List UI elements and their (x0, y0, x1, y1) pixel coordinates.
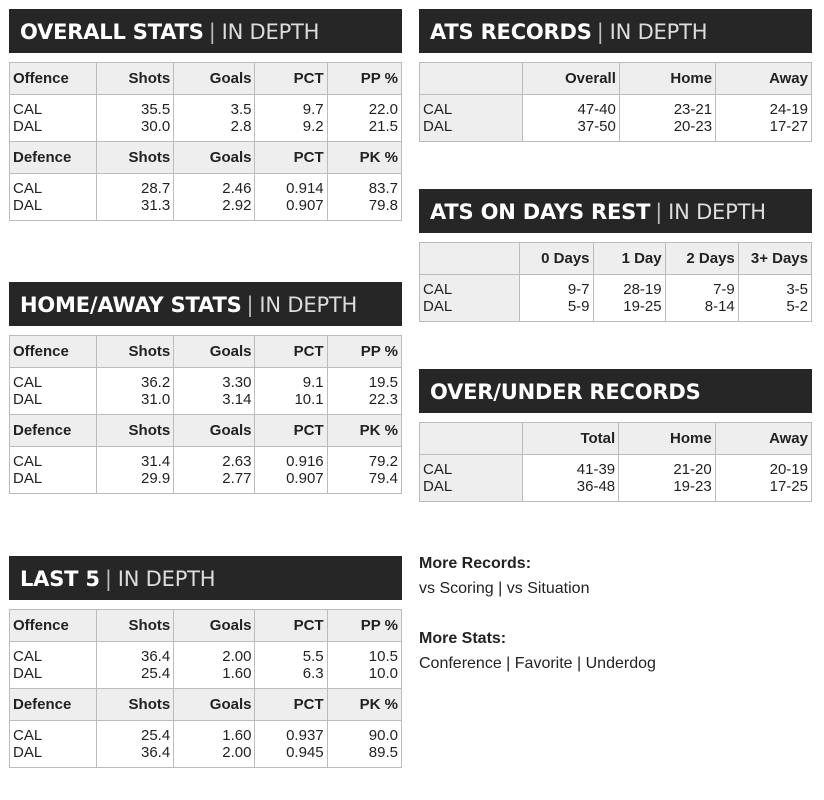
more-records-links (419, 580, 589, 598)
stat-cell: 36.2 (97, 368, 174, 392)
record-cell: 19-23 (619, 478, 716, 502)
column-header: Home (619, 423, 716, 455)
column-header: PP % (327, 336, 401, 368)
panel-subtitle: IN DEPTH (609, 20, 708, 44)
table-row (10, 368, 402, 392)
stat-cell: 2.00 (174, 744, 255, 768)
header-row (420, 63, 812, 95)
more-stats-links (419, 655, 656, 673)
column-header: Total (523, 423, 619, 455)
stat-cell: 25.4 (97, 721, 174, 745)
stat-cell: 9.7 (255, 95, 327, 119)
team-label: CAL (420, 455, 523, 479)
link-conference[interactable]: Conference (419, 655, 502, 672)
column-header: Goals (174, 63, 255, 95)
more-stats (419, 630, 656, 673)
column-header: PCT (255, 415, 327, 447)
table-row (10, 197, 402, 221)
stat-cell: 79.2 (327, 447, 401, 471)
stat-cell: 3.5 (174, 95, 255, 119)
stat-cell: 10.0 (327, 665, 401, 689)
ats-records-header: ATS RECORDS | IN DEPTH (419, 9, 812, 53)
stat-cell: 19.5 (327, 368, 401, 392)
link-separator: | (501, 655, 515, 672)
team-label: DAL (420, 298, 520, 322)
table-row (10, 174, 402, 198)
table-row (10, 744, 402, 768)
link-separator: | (572, 655, 586, 672)
table-row (420, 275, 812, 299)
column-header: Goals (174, 610, 255, 642)
stat-cell: 36.4 (97, 642, 174, 666)
record-cell: 20-23 (619, 118, 715, 142)
column-header: Shots (97, 610, 174, 642)
stat-cell: 0.945 (255, 744, 327, 768)
table-row (10, 447, 402, 471)
column-header: PK % (327, 415, 401, 447)
stat-cell: 0.907 (255, 470, 327, 494)
stat-cell: 21.5 (327, 118, 401, 142)
table-row (10, 391, 402, 415)
link-vs-scoring[interactable]: vs Scoring (419, 580, 494, 597)
stat-cell: 31.3 (97, 197, 174, 221)
column-header: Home (619, 63, 715, 95)
stat-cell: 90.0 (327, 721, 401, 745)
stat-cell: 89.5 (327, 744, 401, 768)
panel-subtitle: IN DEPTH (117, 567, 216, 591)
stat-cell: 1.60 (174, 665, 255, 689)
record-cell: 21-20 (619, 455, 716, 479)
table-row (420, 118, 812, 142)
column-header: 0 Days (520, 243, 593, 275)
stat-cell: 2.46 (174, 174, 255, 198)
overall-stats-header: OVERALL STATS | IN DEPTH (9, 9, 402, 53)
table-row (10, 642, 402, 666)
table-row (420, 95, 812, 119)
column-header: Goals (174, 336, 255, 368)
panel-title: OVER/UNDER RECORDS (430, 380, 701, 404)
column-header: 2 Days (665, 243, 738, 275)
stat-cell: 10.1 (255, 391, 327, 415)
panel-title: LAST 5 (20, 567, 100, 591)
team-label: CAL (10, 642, 97, 666)
stat-cell: 83.7 (327, 174, 401, 198)
column-header: 3+ Days (738, 243, 811, 275)
column-header: PP % (327, 610, 401, 642)
column-header: Goals (174, 689, 255, 721)
table-row (420, 478, 812, 502)
home-away-stats-header: HOME/AWAY STATS | IN DEPTH (9, 282, 402, 326)
column-header: PK % (327, 689, 401, 721)
record-cell: 37-50 (522, 118, 619, 142)
record-cell: 9-7 (520, 275, 593, 299)
column-header (420, 423, 523, 455)
record-cell: 23-21 (619, 95, 715, 119)
more-stats-title: More Stats: (419, 630, 507, 647)
stat-cell: 0.907 (255, 197, 327, 221)
over-under-panel (419, 369, 812, 502)
ats-records-table (419, 62, 812, 142)
record-cell: 3-5 (738, 275, 811, 299)
team-label: DAL (10, 391, 97, 415)
team-label: CAL (420, 95, 523, 119)
team-label: DAL (10, 118, 97, 142)
stat-cell: 25.4 (97, 665, 174, 689)
column-header: Shots (97, 63, 174, 95)
defence-header-row (10, 415, 402, 447)
table-row (10, 665, 402, 689)
column-header: Shots (97, 142, 174, 174)
over-under-header (419, 369, 812, 413)
panel-title: HOME/AWAY STATS (20, 293, 242, 317)
column-header: PK % (327, 142, 401, 174)
stat-cell: 22.3 (327, 391, 401, 415)
team-label: CAL (420, 275, 520, 299)
team-label: CAL (10, 447, 97, 471)
panel-subtitle: IN DEPTH (221, 20, 320, 44)
column-header: Shots (97, 689, 174, 721)
overall-stats-panel (9, 9, 402, 221)
stat-cell: 30.0 (97, 118, 174, 142)
header-row (420, 423, 812, 455)
stat-cell: 28.7 (97, 174, 174, 198)
team-label: DAL (420, 118, 523, 142)
column-header: Away (716, 63, 812, 95)
column-header: PCT (255, 142, 327, 174)
overall-stats-table (9, 62, 402, 221)
column-header: PCT (255, 336, 327, 368)
stat-cell: 0.937 (255, 721, 327, 745)
column-header (420, 63, 523, 95)
table-row (10, 118, 402, 142)
record-cell: 47-40 (522, 95, 619, 119)
team-label: CAL (10, 95, 97, 119)
stat-cell: 2.8 (174, 118, 255, 142)
column-header: Away (715, 423, 811, 455)
last5-stats-header: LAST 5 | IN DEPTH (9, 556, 402, 600)
defence-header-row (10, 142, 402, 174)
link-underdog[interactable]: Underdog (585, 655, 656, 672)
link-favorite[interactable]: Favorite (514, 655, 573, 672)
record-cell: 5-9 (520, 298, 593, 322)
stat-cell: 6.3 (255, 665, 327, 689)
team-label: CAL (10, 368, 97, 392)
more-records-title: More Records: (419, 555, 532, 572)
column-header: Shots (97, 415, 174, 447)
team-label: CAL (10, 174, 97, 198)
last5-stats-table (9, 609, 402, 768)
stat-cell: 35.5 (97, 95, 174, 119)
over-under-table (419, 422, 812, 502)
stat-cell: 79.4 (327, 470, 401, 494)
stat-cell: 31.4 (97, 447, 174, 471)
stat-cell: 1.60 (174, 721, 255, 745)
column-header: Goals (174, 142, 255, 174)
record-cell: 19-25 (593, 298, 665, 322)
record-cell: 7-9 (665, 275, 738, 299)
last5-stats-panel (9, 556, 402, 768)
ats-days-rest-table (419, 242, 812, 322)
stat-cell: 9.2 (255, 118, 327, 142)
column-header: Defence (10, 689, 97, 721)
stat-cell: 0.916 (255, 447, 327, 471)
team-label: DAL (420, 478, 523, 502)
panel-subtitle: IN DEPTH (259, 293, 358, 317)
stat-cell: 79.8 (327, 197, 401, 221)
stat-cell: 2.92 (174, 197, 255, 221)
header-row (420, 243, 812, 275)
stat-cell: 36.4 (97, 744, 174, 768)
stat-cell: 5.5 (255, 642, 327, 666)
table-row (420, 298, 812, 322)
defence-header-row (10, 689, 402, 721)
record-cell: 41-39 (523, 455, 619, 479)
stat-cell: 22.0 (327, 95, 401, 119)
table-row (10, 95, 402, 119)
team-label: DAL (10, 197, 97, 221)
column-header: PCT (255, 63, 327, 95)
link-vs-situation[interactable]: vs Situation (506, 580, 590, 597)
panel-title: ATS ON DAYS REST (430, 200, 651, 224)
stat-cell: 3.14 (174, 391, 255, 415)
column-header: Goals (174, 415, 255, 447)
stat-cell: 3.30 (174, 368, 255, 392)
link-separator: | (493, 580, 507, 597)
column-header: Defence (10, 142, 97, 174)
stat-cell: 0.914 (255, 174, 327, 198)
column-header: 1 Day (593, 243, 665, 275)
record-cell: 17-27 (716, 118, 812, 142)
offence-header-row (10, 63, 402, 95)
table-row (10, 721, 402, 745)
more-records (419, 555, 589, 598)
record-cell: 36-48 (523, 478, 619, 502)
ats-days-rest-panel (419, 189, 812, 322)
table-row (420, 455, 812, 479)
record-cell: 8-14 (665, 298, 738, 322)
record-cell: 17-25 (715, 478, 811, 502)
offence-header-row (10, 610, 402, 642)
ats-records-panel (419, 9, 812, 142)
column-header: Offence (10, 610, 97, 642)
column-header: PCT (255, 689, 327, 721)
stat-cell: 31.0 (97, 391, 174, 415)
panel-title: ATS RECORDS (430, 20, 592, 44)
ats-days-rest-header: ATS ON DAYS REST | IN DEPTH (419, 189, 812, 233)
team-label: DAL (10, 665, 97, 689)
column-header: Offence (10, 63, 97, 95)
record-cell: 5-2 (738, 298, 811, 322)
record-cell: 28-19 (593, 275, 665, 299)
team-label: DAL (10, 744, 97, 768)
panel-subtitle: IN DEPTH (668, 200, 766, 224)
stat-cell: 2.63 (174, 447, 255, 471)
record-cell: 20-19 (715, 455, 811, 479)
stat-cell: 2.00 (174, 642, 255, 666)
offence-header-row (10, 336, 402, 368)
stat-cell: 9.1 (255, 368, 327, 392)
stat-cell: 10.5 (327, 642, 401, 666)
stat-cell: 29.9 (97, 470, 174, 494)
column-header: Overall (522, 63, 619, 95)
column-header: Shots (97, 336, 174, 368)
column-header (420, 243, 520, 275)
home-away-stats-panel (9, 282, 402, 494)
home-away-stats-table (9, 335, 402, 494)
stat-cell: 2.77 (174, 470, 255, 494)
panel-title: OVERALL STATS (20, 20, 204, 44)
team-label: CAL (10, 721, 97, 745)
column-header: PCT (255, 610, 327, 642)
column-header: Defence (10, 415, 97, 447)
table-row (10, 470, 402, 494)
column-header: PP % (327, 63, 401, 95)
team-label: DAL (10, 470, 97, 494)
column-header: Offence (10, 336, 97, 368)
record-cell: 24-19 (716, 95, 812, 119)
